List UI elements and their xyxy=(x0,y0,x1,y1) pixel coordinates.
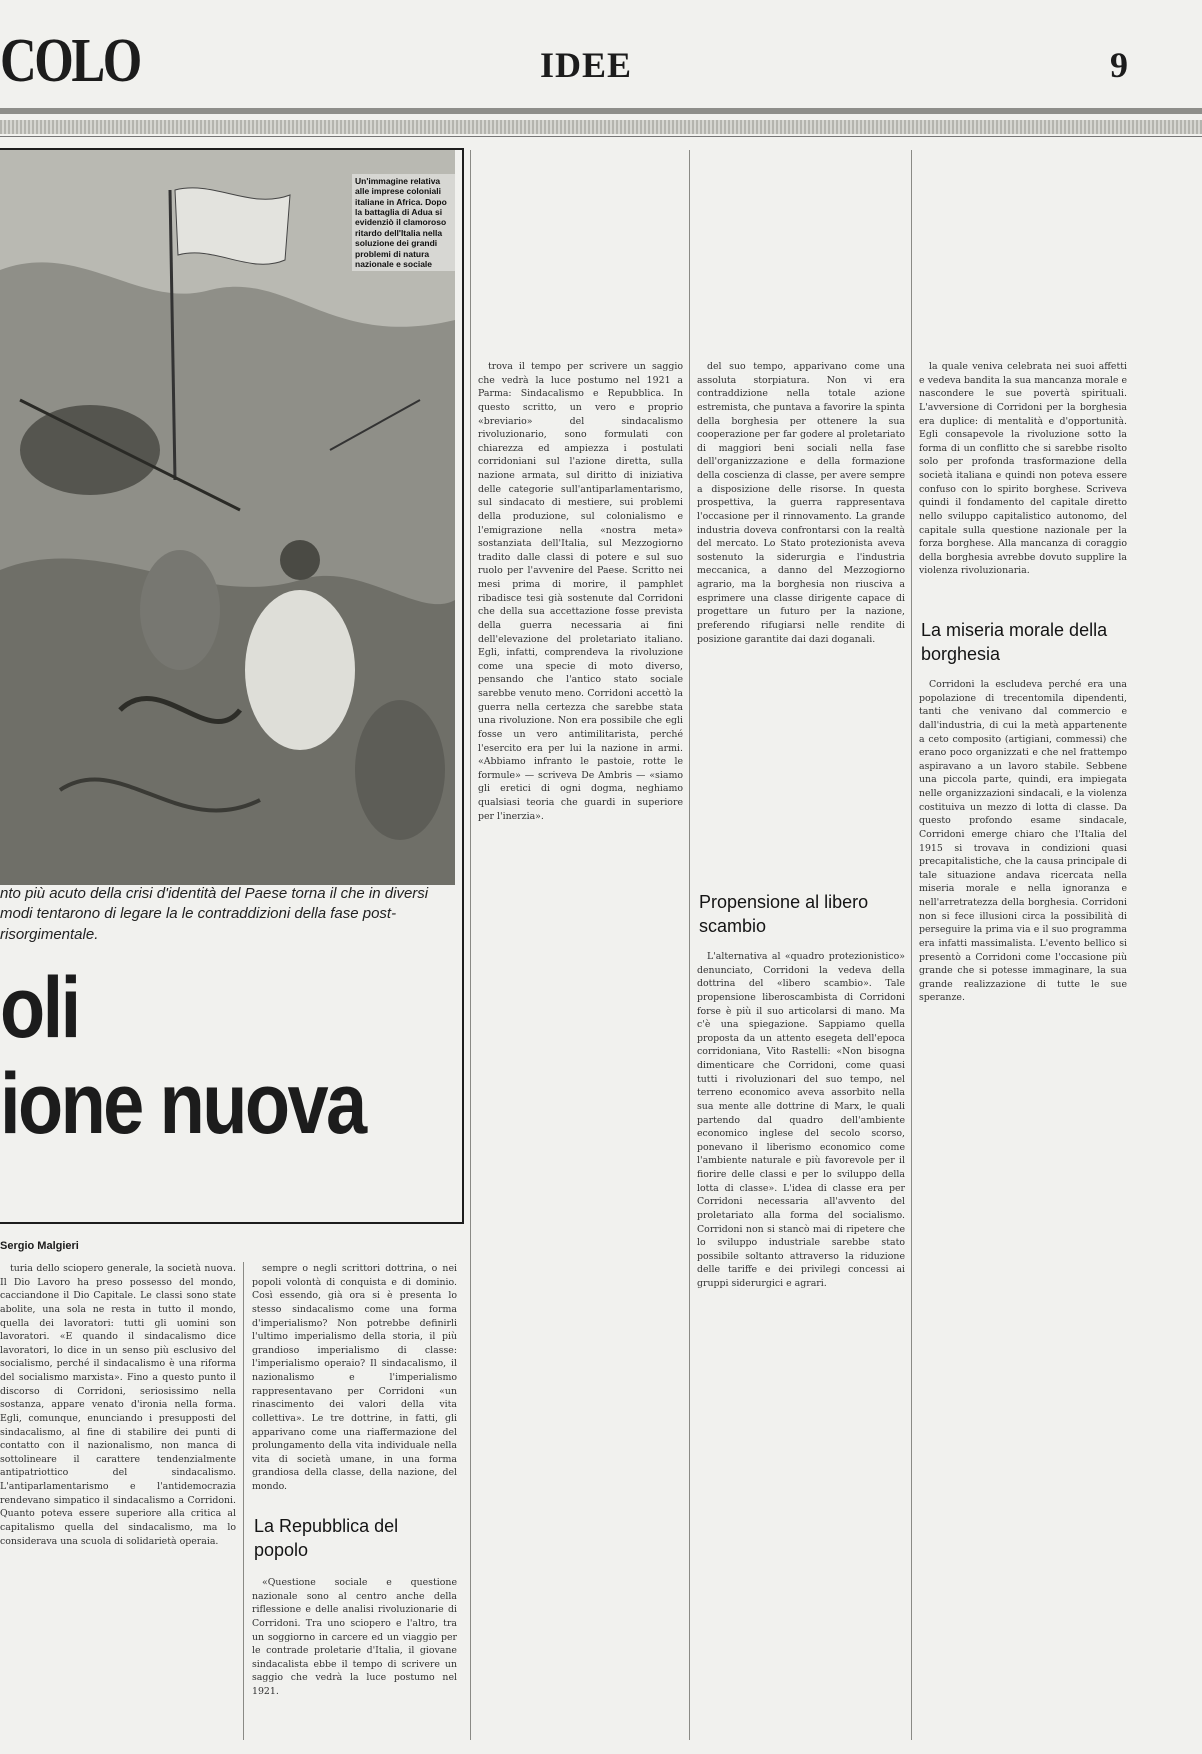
column-1-text: turia dello sciopero generale, la società nuova. Il Dio Lavoro ha preso possesso del mondo, cacciandone il Dio Capitale. Le classi sono state abolite, una sola ne resta in tutto il mondo, quella dei lavoratori: tutti gli uomini son lavoratori. «E quando il sindacalismo dice lavoratori, lo dice in un senso più esclusivo del socialismo, perché il sindacalismo è una riforma del socialismo marxista». Fino a questo punto il discorso di Corridoni, seriosissimo nella sostanza, appare venato d'ironia nella forma. Egli, comunque, enunciando i presupposti del sindacalismo, al fine di stabilire dei punti di contatto con il nazionalismo, non manca di sottolineare il carattere tendenzialmente antipatriottico del sindacalismo. L'antiparlamentarismo e l'antidemocrazia rendevano simpatico il sindacalismo a Corridoni. Quanto poteva essere superiore alla critica al capitalismo quella del sindacalismo, ma lo considerava una scuola di solidarietà operaia. xyxy=(0,1263,236,1547)
article-summary: nto più acuto della crisi d'identità del Paese torna il che in diversi modi tentarono di legare la le contraddizioni della fase post-risorgimentale. xyxy=(0,885,429,943)
header-divider xyxy=(0,136,1202,137)
headline-line-2: ione nuova xyxy=(0,1056,365,1153)
subhead-miseria: La miseria morale della borghesia xyxy=(921,620,1108,665)
headline-line-1: oli xyxy=(0,960,79,1056)
subhead-propensione: Propensione al libero scambio xyxy=(699,892,869,937)
column-divider xyxy=(689,150,690,1740)
column-divider xyxy=(470,150,471,1740)
masthead-logo: COLO xyxy=(0,27,140,95)
column-5b-text: Corridoni la escludeva perché era una popolazione di trecentomila dipendenti, tanti che venivano dal commercio e dall'industria, di cui la metà appartenente a ceto composito (artigiani, commessi) che erano poco organizzati e che nel frattempo aspiravano a un lavoro stabile. Sebbene una piccola parte, quindi, era impiegata nelle organizzazioni sindacali, e la violenza costituiva un mezzo di lotta di classe. Da questo profondo esame sindacale, Corridoni emerge chiaro che l'Italia del 1915 si trovava in condizioni quasi precapitalistiche, che la causa principale di tale situazione andava ricercata nella miseria morale e nella ignoranza e nell'arretratezza della borghesia. Corridoni non si fece illusioni circa la possibilità di perseguire la prima via e il suo programma era infatti massimalista. L'evento bellico si presentò a Corridoni come l'occasione più grande che si potesse immaginare, la sua grande realizzazione di tutte le sue speranze. xyxy=(919,679,1127,1004)
column-2b xyxy=(252,1576,457,1740)
column-5-text: la quale veniva celebrata nei suoi affetti e vedeva bandita la sua mancanza morale e nascondere le sue povertà spirituali. L'avversione di Corridoni per la borghesia era duplice: di mentalità e d'opportunità. Egli consapevole la rivoluzione sotto la forma di un conflitto che si sarebbe risolto solo per profonda trasformazione della società italiana e quindi non poteva essere confuso con lo spirito borghese. Scriveva quindi il fondamento del capitale diretto nello sviluppo capitalistico autonomo, del capitale sulla questione nazionale per la forza borghese. Alla mancanza di coraggio della borghesia avrebbe dovuto supplire la violenza rivoluzionaria. xyxy=(919,361,1127,577)
column-1 xyxy=(0,1262,236,1740)
byline: Sergio Malgieri xyxy=(0,1240,79,1252)
column-3 xyxy=(478,360,683,1740)
header-band xyxy=(0,120,1202,134)
column-4b-text: L'alternativa al «quadro protezionistico» denunciato, Corridoni la vedeva della dottrina del «libero scambio». Tale propensione liberoscambista di Corridoni forse è più il suo articolarsi di mano. Ma c'è una spiegazione. Sappiamo quella proposta da un attento esegeta dell'epoca corridoniana, Vito Rastelli: «Non bisogna dimenticare che Corridoni, come quasi tutti i rivoluzionari del suo tempo, nel terreno economico aveva assorbito nella sua mente alle dottrine di Marx, le quali partendo dal quadro dell'ambiente economico inglese del secolo scorso, ponevano il liberismo economico come l'ambiente naturale e più favorevole per il fiorire delle classi e per lo sviluppo della lotta di classe». L'idea di classe era per Corridoni necessaria all'avvento del proletariato alla forma del socialismo. Corridoni non si stancò mai di ripetere che lo sviluppo industriale sarebbe stato possibile soltanto attraverso la riduzione delle tariffe e dei privilegi concessi ai gruppi siderurgici e agrari. xyxy=(697,951,905,1289)
section-title: IDEE xyxy=(540,45,633,85)
column-4b xyxy=(697,950,905,1740)
column-3-text: trova il tempo per scrivere un saggio che vedrà la luce postumo nel 1921 a Parma: Sindacalismo e Repubblica. In questo scritto, un vero e proprio «breviario» del sindacalismo rivoluzionario, sono formulati con chiarezza ed ampiezza i postulati corridoniani sul l'azione diretta, sulla nazione armata, sul diritto di iniziativa delle categorie sull'antiparlamentarismo, sul sindacato di mestiere, sui problemi della produzione, sul colonialismo e l'emigrazione nella «nostra meta» sostanziata dell'Italia, sul Mezzogiorno tradito dalle classi di potere e sul suo ruolo per l'avvenire del Paese. Scritto nei mesi prima di morire, il pamphlet ribadisce tesi già sostenute dal Corridoni che della sua accettazione fosse prevista della guerra necessaria ai fini dell'elevazione del proletariato italiano. Egli, infatti, comprendeva la rivoluzione come una specie di moto diverso, pensando che l'antico stato sociale sarebbe venuto meno. Corridoni accettò la guerra nella certezza che sarebbe stata una rivoluzione. Non era possibile che egli fosse un vero antimilitarista, perché l'esercito era per lui la nazione in armi. «Abbiamo infranto le pastoie, rotte le formule» — scriveva De Ambris — «siamo gli eretici di ogni dogma, neghiamo qualsiasi teoria che guardi in superiore per l'inerzia». xyxy=(478,361,683,822)
header-rule xyxy=(0,108,1202,114)
column-4 xyxy=(697,360,905,880)
illustration-caption: Un'immagine relativa alle imprese coloniali italiane in Africa. Dopo la battaglia di Adua si evidenziò il clamoroso ritardo dell'Italia nella soluzione dei grandi problemi di natura nazionale e sociale xyxy=(352,174,458,271)
column-5b xyxy=(919,678,1127,1740)
column-2-text: sempre o negli scrittori dottrina, o nei popoli volontà di conquista e di dominio. Così essendo, già ora si è presenta lo stesso sindacalismo come una forma d'imperialismo? Non potrebbe definirli l'ultimo imperialismo della storia, il più grandioso imperialismo di classe: l'imperialismo operaio? Il sindacalismo, il nazionalismo e l'imperialismo rappresentavano per Corridoni «un rinascimento dei valori della vita collettiva». Le tre dottrine, in fatti, gli apparivano come una riaffermazione del prolungamento della vita individuale nella vita di società umane, in una forma grandiosa della classe, della nazione, del mondo. xyxy=(252,1263,457,1492)
subhead-repubblica: La Repubblica del popolo xyxy=(254,1516,399,1561)
column-5 xyxy=(919,360,1127,610)
column-4-text: del suo tempo, apparivano come una assoluta storpiatura. Non vi era contraddizione nella totale azione estremista, che puntava a favorire la spinta della borghesia per ottenere la sua cooperazione per far godere al proletariato di maggiori beni sociali nella fase dell'organizzazione e della formazione della coscienza di classe, per avere sempre a disposizione delle risorse. In questa prospettiva, la guerra rappresentava l'occasione per il rinnovamento. La grande industria doveva confrontarsi con la realtà del mercato. Lo Stato protezionista aveva sostenuto la siderurgia e l'industria meccanica, a danno del Mezzogiorno agrario, ma la borghesia non riusciva a esprimere una classe dirigente capace di progettare un futuro per la nazione, preferendo rifugiarsi nelle rendite di posizione garantite dai dazi doganali. xyxy=(697,361,905,645)
column-divider xyxy=(243,1262,244,1740)
column-2 xyxy=(252,1262,457,1502)
column-2b-text: «Questione sociale e questione nazionale sono al centro anche della riflessione e delle analisi rivoluzionarie di Corridoni. Tra uno sciopero e l'altro, tra un soggiorno in carcere ed un viaggio per le contrade proletarie d'Italia, il giovane sindacalista ebbe il tempo di scrivere un saggio che vedrà la luce postumo nel 1921. xyxy=(252,1577,457,1697)
column-divider xyxy=(911,150,912,1740)
page-number: 9 xyxy=(1110,45,1128,85)
article-headline xyxy=(0,960,394,1153)
